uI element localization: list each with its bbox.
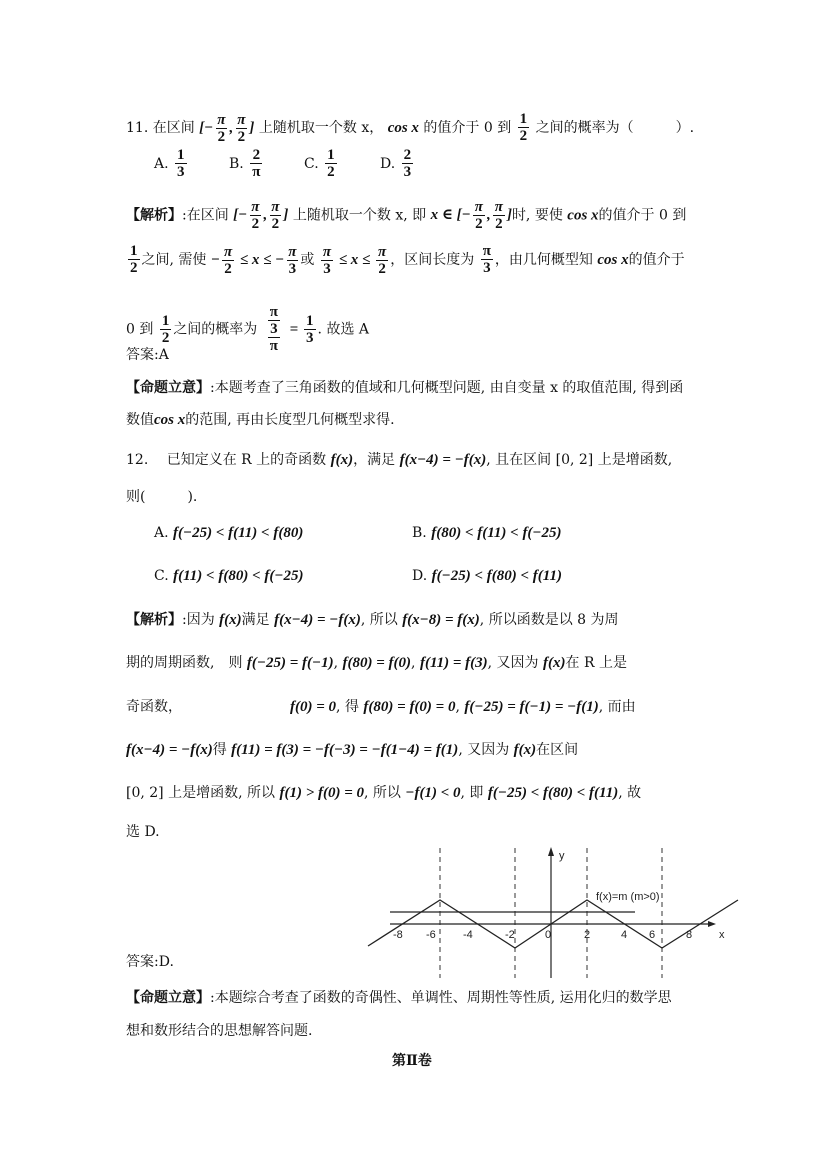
q11-option-a: A. $\frac{1}{3}$ bbox=[154, 147, 185, 180]
periodic-function-graph bbox=[360, 838, 750, 980]
q12-option-c: C. f(11) < f(80) < f(−25) bbox=[154, 568, 304, 584]
q11-number: 11. bbox=[126, 120, 149, 136]
tick-6: 6 bbox=[649, 929, 656, 941]
q12-stem-2: 则( ). bbox=[126, 489, 198, 505]
q11-intent-line1: 【命题立意】:本题考查了三角函数的值域和几何概型问题, 由自变量 x 的取值范围, 得到函 bbox=[126, 380, 684, 396]
q11-half: $\frac{1}{2}$ bbox=[519, 111, 528, 144]
q12-analysis-line1: 【解析】:因为 f(x)满足 f(x−4) = −f(x), 所以 f(x−8) = f(x), 所以函数是以 8 为周 bbox=[126, 612, 619, 628]
q12-analysis-line5: [0, 2] 上是增函数, 所以 f(1) > f(0) = 0, 所以 −f(1) < 0, 即 f(−25) < f(80) < f(11), 故 bbox=[126, 785, 642, 801]
q11-option-d: D. $\frac{2}{3}$ bbox=[380, 147, 412, 180]
q12-option-d: D. f(−25) < f(80) < f(11) bbox=[412, 568, 562, 584]
q11-analysis-line1: 【解析】:在区间 [− $\frac{\pi}{2}$ , $\frac{\pi}{2}$ ] 上随机取一个数 x, 即 x ∈ [− $\frac{\pi}{2}$ , $\frac{\pi}{2}$ ]时, 要使 cos x的值介于 0 到 bbox=[126, 199, 687, 232]
q12-analysis-line4: f(x−4) = −f(x)得 f(11) = f(3) = −f(−3) = −f(1−4) = f(1), 又因为 f(x)在区间 bbox=[126, 742, 579, 758]
q11-answer: 答案:A bbox=[126, 347, 169, 363]
section-title: 第Ⅱ卷 bbox=[392, 1053, 432, 1069]
q11-option-b: B. $\frac{2}{\pi}$ bbox=[229, 147, 261, 180]
q12-analysis-line2: 期的周期函数, 则 f(−25) = f(−1), f(80) = f(0), f(11) = f(3), 又因为 f(x)在 R 上是 bbox=[126, 655, 627, 671]
tick-neg8: -8 bbox=[393, 929, 403, 941]
x-axis-arrow bbox=[708, 921, 716, 927]
q12-analysis-line6: 选 D. bbox=[126, 824, 160, 840]
x-axis-label: x bbox=[719, 929, 725, 941]
q11-stem: 11. 在区间 [− $\frac{\pi}{2}$ , $\frac{\pi}{2}$ ] 上随机取一个数 x， cos x 的值介于 0 到 $\frac{1}{2}$ 之间的概率为（ ）. bbox=[126, 111, 695, 145]
q12-stem: 12. 已知定义在 R 上的奇函数 f(x)，满足 f(x−4) = −f(x), 且在区间 [0, 2] 上是增函数, bbox=[126, 452, 673, 468]
q11-intent-line2: 数值cos x的范围, 再由长度型几何概型求得. bbox=[126, 412, 395, 428]
q12-intent-line2: 想和数形结合的思想解答问题. bbox=[126, 1023, 313, 1039]
q12-number: 12. bbox=[126, 452, 149, 468]
q12-analysis-line3b: f(0) = 0, 得 f(80) = f(0) = 0, f(−25) = f(−1) = −f(1), 而由 bbox=[290, 699, 636, 715]
q11-interval: [− $\frac{\pi}{2}$ , $\frac{\pi}{2}$ ] bbox=[199, 111, 255, 145]
tick-2: 2 bbox=[584, 929, 591, 941]
line-label: f(x)=m (m>0) bbox=[596, 891, 660, 903]
q12-option-b: B. f(80) < f(11) < f(−25) bbox=[412, 525, 562, 541]
tick-4: 4 bbox=[621, 929, 628, 941]
tick-neg6: -6 bbox=[426, 929, 436, 941]
q12-analysis-line3a: 奇函数， bbox=[126, 699, 182, 715]
tick-neg4: -4 bbox=[463, 929, 473, 941]
tick-0: 0 bbox=[545, 929, 552, 941]
q12-answer: 答案:D. bbox=[126, 954, 174, 970]
q12-option-a: A. f(−25) < f(11) < f(80) bbox=[154, 525, 304, 541]
q12-intent-line1: 【命题立意】:本题综合考查了函数的奇偶性、单调性、周期性等性质, 运用化归的数学思 bbox=[126, 990, 672, 1006]
y-axis-label: y bbox=[559, 850, 565, 862]
tick-neg2: -2 bbox=[505, 929, 515, 941]
q11-analysis-line3: 0 到 $\frac{1}{2}$ 之间的概率为 $\frac{\frac{\pi}{3}}{\pi}$ = $\frac{1}{3}$ . 故选 A bbox=[126, 304, 370, 354]
q11-option-c: C. $\frac{1}{2}$ bbox=[304, 147, 335, 180]
q11-analysis-line2: $\frac{1}{2}$ 之间, 需使 − $\frac{\pi}{2}$ ≤ x ≤ − $\frac{\pi}{3}$ 或 $\frac{\pi}{3}$ ≤ x ≤ $\frac{\pi}{2}$ ，区间长度为 $\frac{\pi}{3}$ ，由几何概型知 cos x的值介于 bbox=[130, 243, 685, 277]
tick-8: 8 bbox=[686, 929, 693, 941]
y-axis-arrow bbox=[548, 847, 554, 856]
